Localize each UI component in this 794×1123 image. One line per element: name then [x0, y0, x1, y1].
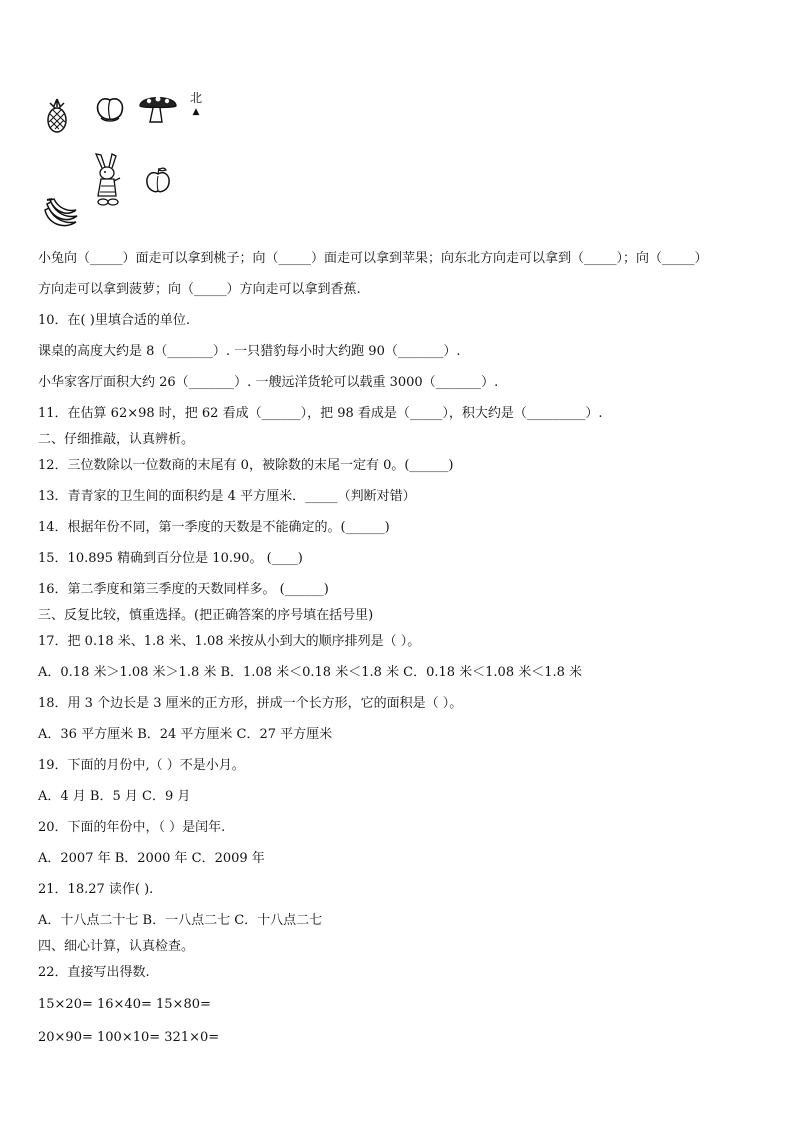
north-arrow-icon: ▲: [192, 107, 200, 117]
mushroom-icon: [138, 92, 178, 124]
q10-row-2: 小华家客厅面积大约 26（_______）. 一艘远洋货轮可以载重 3000（_______）.: [38, 375, 499, 390]
north-compass: [190, 92, 202, 117]
q13: 13．青青家的卫生间的面积约是 4 平方厘米．_____（判断对错）: [38, 489, 416, 504]
q11: 11．在估算 62×98 时，把 62 看成（______），把 98 看成是（_____），积大约是（_________）.: [38, 406, 603, 421]
q10-title: 10．在( )里填合适的单位.: [38, 313, 190, 328]
q20-options: A．2007 年 B．2000 年 C．2009 年: [38, 851, 265, 866]
q12: 12．三位数除以一位数商的末尾有 0，被除数的末尾一定有 0。(______): [38, 458, 454, 473]
q18-options: A．36 平方厘米 B．24 平方厘米 C．27 平方厘米: [38, 727, 333, 742]
q15: 15．10.895 精确到百分位是 10.90。 (____): [38, 551, 303, 566]
q10-row-1: 课桌的高度大约是 8（_______）. 一只猎豹每小时大约跑 90（_______）.: [38, 344, 461, 359]
q17-options: A．0.18 米＞1.08 米＞1.8 米 B．1.08 米＜0.18 米＜1.8 米 C．0.18 米＜1.08 米＜1.8 米: [38, 665, 583, 680]
pineapple-icon: [44, 98, 70, 134]
section-2-heading: 二、仔细推敲，认真辨析。: [38, 432, 195, 447]
q22-row-1: 15×20= 16×40= 15×80=: [38, 997, 211, 1012]
apple-icon: [145, 166, 171, 194]
north-label: 北: [190, 91, 203, 105]
q21: 21．18.27 读作( ).: [38, 882, 154, 897]
q20: 20．下面的年份中，（ ）是闰年.: [38, 820, 226, 835]
rabbit-icon: [90, 152, 126, 208]
q19-options: A．4 月 B．5 月 C．9 月: [38, 789, 191, 804]
q22: 22．直接写出得数.: [38, 965, 150, 980]
q22-row-2: 20×90= 100×10= 321×0=: [38, 1030, 220, 1045]
q16: 16．第二季度和第三季度的天数同样多。 (______): [38, 582, 329, 597]
section-4-heading: 四、细心计算，认真检查。: [38, 939, 195, 954]
peach-icon: [95, 94, 125, 122]
q9-line-2: 方向走可以拿到菠萝；向（_____）方向走可以拿到香蕉.: [38, 282, 361, 297]
q17: 17．把 0.18 米、1.8 米、1.08 米按从小到大的顺序排列是（ ）。: [38, 634, 421, 649]
section-3-heading: 三、反复比较，慎重选择。(把正确答案的序号填在括号里): [38, 608, 374, 623]
q19: 19．下面的月份中,（ ）不是小月。: [38, 758, 245, 773]
q14: 14．根据年份不同，第一季度的天数是不能确定的。(______): [38, 520, 390, 535]
q18: 18．用 3 个边长是 3 厘米的正方形，拼成一个长方形，它的面积是（ ）。: [38, 696, 463, 711]
banana-icon: [42, 198, 80, 232]
q21-options: A．十八点二十七 B．一八点二七 C．十八点二七: [38, 913, 323, 928]
q9-line-1: 小兔向（_____）面走可以拿到桃子；向（_____）面走可以拿到苹果；向东北方向走可以拿到（_____）；向（_____）: [38, 251, 708, 266]
